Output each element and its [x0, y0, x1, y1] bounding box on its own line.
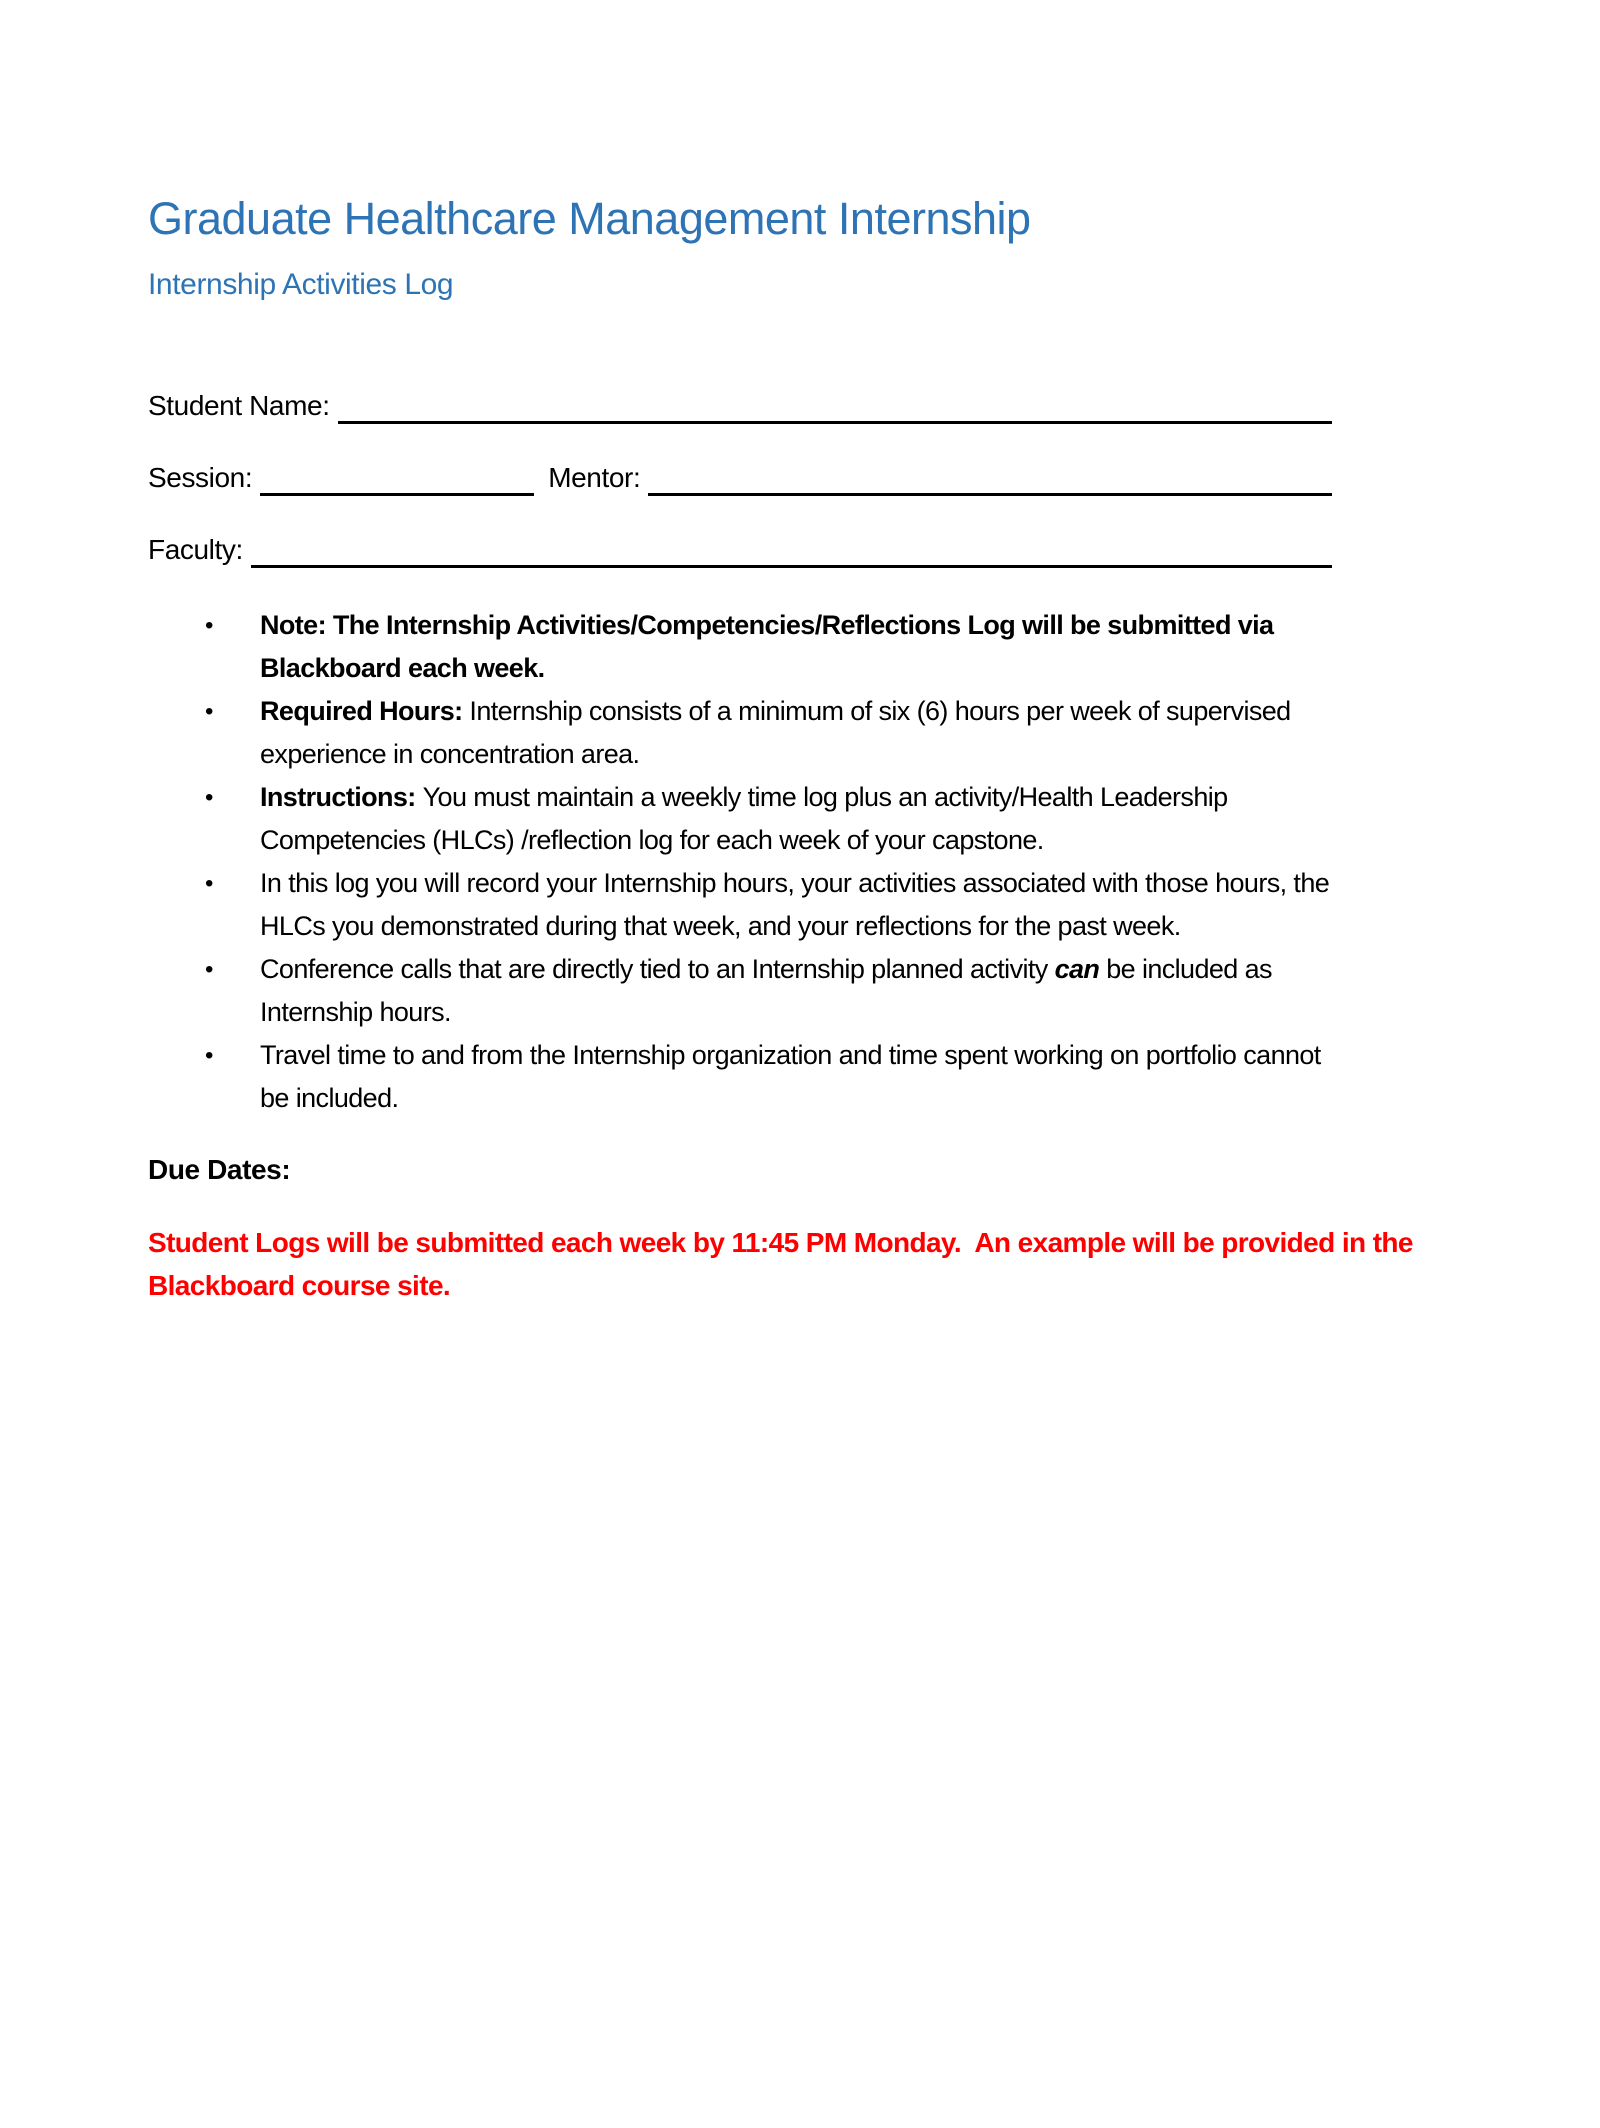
student-name-label: Student Name:: [148, 390, 330, 421]
faculty-row: [148, 532, 1332, 568]
mentor-label: Mentor:: [548, 462, 641, 493]
session-mentor-row: [148, 460, 1332, 496]
session-label: Session:: [148, 462, 253, 493]
instructions-list: [148, 604, 1450, 1120]
list-item-log-contents: [148, 862, 1450, 948]
list-item-instructions: [148, 776, 1450, 862]
list-item-conference-calls: [148, 948, 1450, 1034]
list-item-text: Instructions: You must maintain a weekly time log plus an activity/Health Leadership Competencies (HLCs) /reflection log for each week of your capstone.: [260, 782, 1228, 855]
bullet-marker-icon: •: [205, 698, 213, 725]
bullet-marker-icon: •: [205, 1042, 213, 1069]
list-item-text: In this log you will record your Internship hours, your activities associated with those hours, the HLCs you demonstrated during that week, and your reflections for the past week.: [260, 868, 1330, 941]
list-item-text: Travel time to and from the Internship organization and time spent working on portfolio cannot be included.: [260, 1040, 1321, 1113]
list-item-note: [148, 604, 1450, 690]
document-subtitle: Internship Activities Log: [148, 268, 454, 301]
faculty-label: Faculty:: [148, 534, 243, 565]
document-title: Graduate Healthcare Management Internship: [148, 193, 1031, 244]
student-name-row: [148, 388, 1332, 424]
faculty-field[interactable]: [251, 531, 1332, 568]
due-dates-heading: Due Dates:: [148, 1154, 291, 1185]
submission-notice: Student Logs will be submitted each week by 11:45 PM Monday. An example will be provided in the Blackboard course site.: [148, 1227, 1413, 1301]
student-name-field[interactable]: [338, 387, 1332, 424]
fill-in-form: [148, 388, 1332, 568]
bullet-marker-icon: •: [205, 612, 213, 639]
mentor-field[interactable]: [648, 459, 1332, 496]
list-item-required-hours: [148, 690, 1450, 776]
bullet-marker-icon: •: [205, 784, 213, 811]
list-item-text: Required Hours: Internship consists of a minimum of six (6) hours per week of supervised experience in concentration area.: [260, 696, 1291, 769]
list-item-travel-time: [148, 1034, 1450, 1120]
list-item-text: Note: The Internship Activities/Competencies/Reflections Log will be submitted via Blackboard each week.: [260, 610, 1274, 683]
bullet-marker-icon: •: [205, 956, 213, 983]
list-item-text: Conference calls that are directly tied to an Internship planned activity can be included as Internship hours.: [260, 954, 1272, 1027]
bullet-marker-icon: •: [205, 870, 213, 897]
session-field[interactable]: [260, 459, 534, 496]
